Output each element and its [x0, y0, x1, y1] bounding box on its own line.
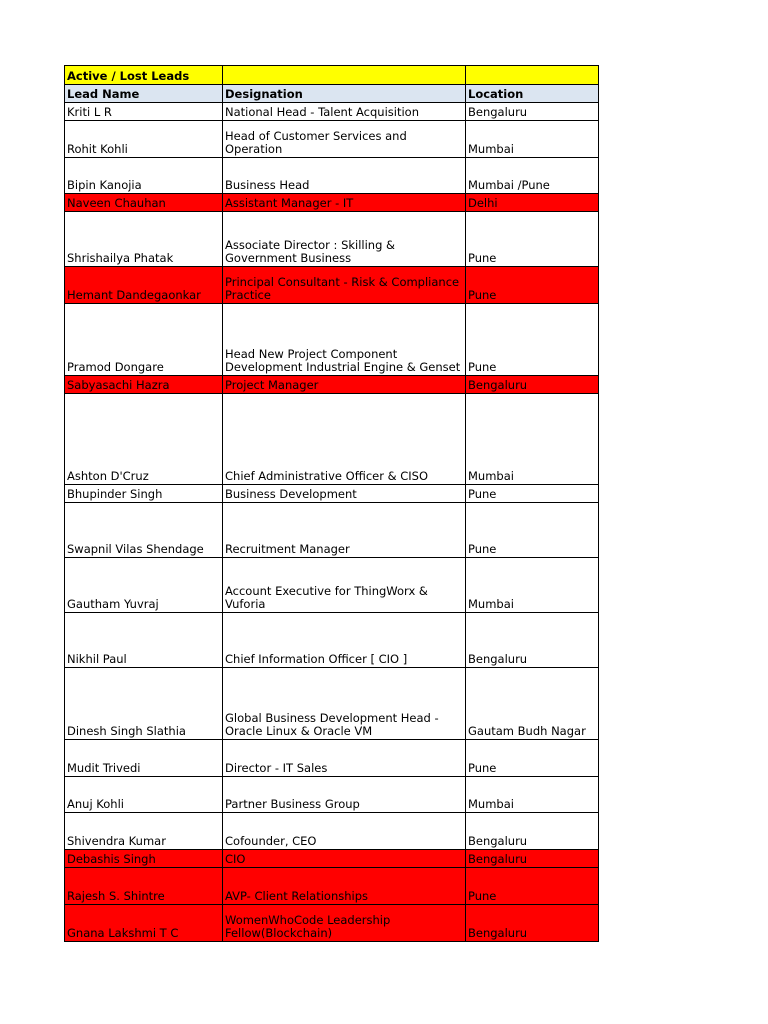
designation-cell[interactable]: Project Manager: [223, 376, 466, 394]
designation-cell[interactable]: Head New Project Component Development Industrial Engine & Genset: [223, 304, 466, 376]
table-row: [65, 394, 599, 485]
lead-name-cell[interactable]: Shivendra Kumar: [65, 813, 223, 850]
table-row: [65, 121, 599, 158]
location-cell[interactable]: Pune: [466, 503, 599, 558]
designation-cell[interactable]: CIO: [223, 850, 466, 868]
lead-name-cell[interactable]: Rajesh S. Shintre: [65, 868, 223, 905]
location-cell[interactable]: Mumbai: [466, 394, 599, 485]
lead-name-cell[interactable]: Bhupinder Singh: [65, 485, 223, 503]
lead-name-cell[interactable]: Hemant Dandegaonkar: [65, 267, 223, 304]
table-row: [65, 813, 599, 850]
title-row: [65, 66, 599, 85]
table-row: [65, 740, 599, 777]
designation-cell[interactable]: Chief Information Officer [ CIO ]: [223, 613, 466, 668]
location-cell[interactable]: Gautam Budh Nagar: [466, 668, 599, 740]
lead-name-cell[interactable]: Pramod Dongare: [65, 304, 223, 376]
table-row: [65, 267, 599, 304]
table-row: [65, 376, 599, 394]
lead-name-cell[interactable]: Kriti L R: [65, 103, 223, 121]
table-row: [65, 485, 599, 503]
table-row: [65, 503, 599, 558]
lead-name-cell[interactable]: Ashton D'Cruz: [65, 394, 223, 485]
location-cell[interactable]: Pune: [466, 304, 599, 376]
header-row: [65, 85, 599, 103]
designation-cell[interactable]: Assistant Manager - IT: [223, 194, 466, 212]
location-cell[interactable]: Pune: [466, 212, 599, 267]
designation-cell[interactable]: Business Head: [223, 158, 466, 194]
table-row: [65, 304, 599, 376]
sheet-title-cell[interactable]: Active / Lost Leads: [65, 66, 223, 85]
designation-cell[interactable]: National Head - Talent Acquisition: [223, 103, 466, 121]
table-row: [65, 194, 599, 212]
lead-name-cell[interactable]: Nikhil Paul: [65, 613, 223, 668]
leads-spreadsheet: [64, 65, 599, 942]
location-cell[interactable]: Bengaluru: [466, 103, 599, 121]
title-empty-cell[interactable]: [223, 66, 466, 85]
designation-cell[interactable]: Chief Administrative Officer & CISO: [223, 394, 466, 485]
lead-name-cell[interactable]: Debashis Singh: [65, 850, 223, 868]
table-row: [65, 212, 599, 267]
lead-name-cell[interactable]: Rohit Kohli: [65, 121, 223, 158]
header-location[interactable]: Location: [466, 85, 599, 103]
location-cell[interactable]: Mumbai: [466, 777, 599, 813]
location-cell[interactable]: Pune: [466, 740, 599, 777]
table-row: [65, 868, 599, 905]
location-cell[interactable]: Pune: [466, 868, 599, 905]
designation-cell[interactable]: Associate Director : Skilling & Government Business: [223, 212, 466, 267]
header-designation[interactable]: Designation: [223, 85, 466, 103]
designation-cell[interactable]: Principal Consultant - Risk & Compliance Practice: [223, 267, 466, 304]
lead-name-cell[interactable]: Dinesh Singh Slathia: [65, 668, 223, 740]
table-row: [65, 850, 599, 868]
lead-name-cell[interactable]: Anuj Kohli: [65, 777, 223, 813]
lead-name-cell[interactable]: Sabyasachi Hazra: [65, 376, 223, 394]
designation-cell[interactable]: Account Executive for ThingWorx & Vuforia: [223, 558, 466, 613]
designation-cell[interactable]: Partner Business Group: [223, 777, 466, 813]
table-row: [65, 103, 599, 121]
table-row: [65, 905, 599, 942]
title-empty-cell[interactable]: [466, 66, 599, 85]
location-cell[interactable]: Mumbai /Pune: [466, 158, 599, 194]
designation-cell[interactable]: AVP- Client Relationships: [223, 868, 466, 905]
location-cell[interactable]: Bengaluru: [466, 905, 599, 942]
lead-name-cell[interactable]: Naveen Chauhan: [65, 194, 223, 212]
designation-cell[interactable]: Director - IT Sales: [223, 740, 466, 777]
leads-table-body: [65, 66, 599, 942]
designation-cell[interactable]: Global Business Development Head - Oracle Linux & Oracle VM: [223, 668, 466, 740]
designation-cell[interactable]: Cofounder, CEO: [223, 813, 466, 850]
table-row: [65, 558, 599, 613]
location-cell[interactable]: Bengaluru: [466, 850, 599, 868]
lead-name-cell[interactable]: Gautham Yuvraj: [65, 558, 223, 613]
designation-cell[interactable]: Business Development: [223, 485, 466, 503]
location-cell[interactable]: Mumbai: [466, 121, 599, 158]
location-cell[interactable]: Pune: [466, 267, 599, 304]
table-row: [65, 777, 599, 813]
lead-name-cell[interactable]: Swapnil Vilas Shendage: [65, 503, 223, 558]
lead-name-cell[interactable]: Mudit Trivedi: [65, 740, 223, 777]
designation-cell[interactable]: Head of Customer Services and Operation: [223, 121, 466, 158]
location-cell[interactable]: Bengaluru: [466, 613, 599, 668]
designation-cell[interactable]: WomenWhoCode Leadership Fellow(Blockchain): [223, 905, 466, 942]
location-cell[interactable]: Pune: [466, 485, 599, 503]
location-cell[interactable]: Bengaluru: [466, 813, 599, 850]
table-row: [65, 668, 599, 740]
lead-name-cell[interactable]: Gnana Lakshmi T C: [65, 905, 223, 942]
table-row: [65, 613, 599, 668]
header-lead-name[interactable]: Lead Name: [65, 85, 223, 103]
location-cell[interactable]: Delhi: [466, 194, 599, 212]
location-cell[interactable]: Mumbai: [466, 558, 599, 613]
lead-name-cell[interactable]: Bipin Kanojia: [65, 158, 223, 194]
location-cell[interactable]: Bengaluru: [466, 376, 599, 394]
designation-cell[interactable]: Recruitment Manager: [223, 503, 466, 558]
table-row: [65, 158, 599, 194]
lead-name-cell[interactable]: Shrishailya Phatak: [65, 212, 223, 267]
